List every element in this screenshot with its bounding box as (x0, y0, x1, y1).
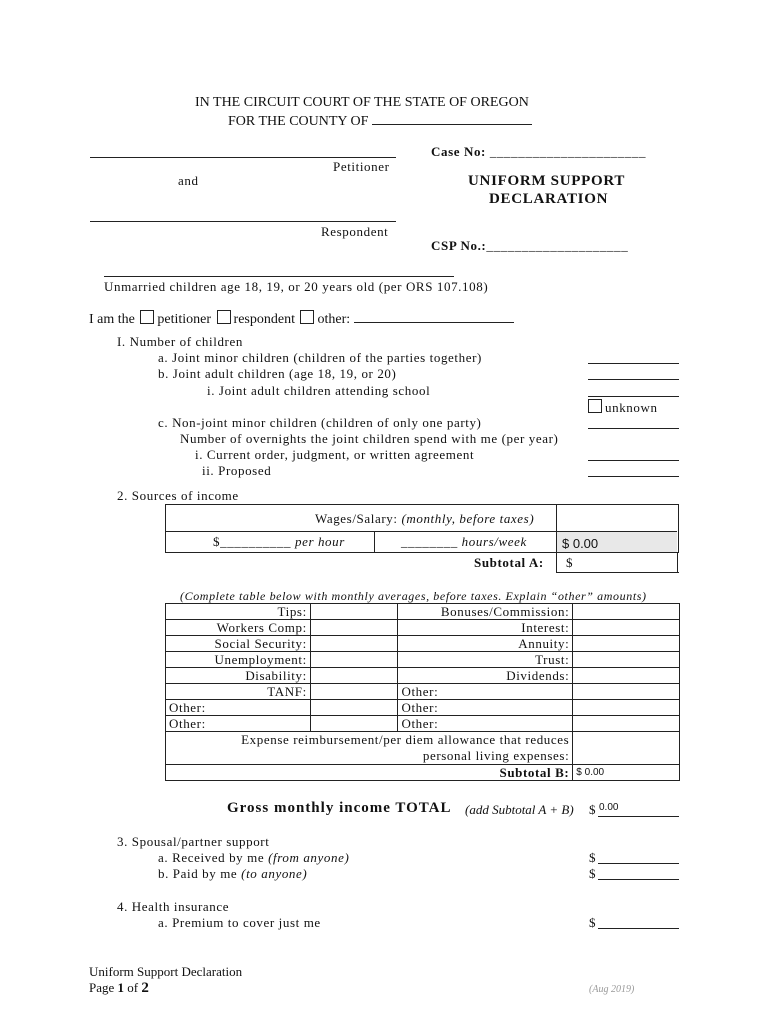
support-received-field[interactable] (598, 863, 679, 864)
other-income-label-4: Other: (166, 716, 311, 732)
footer-page-number (89, 980, 149, 997)
hours-week-field[interactable]: ________ (401, 534, 458, 549)
interest-label: Interest: (398, 620, 573, 636)
wages-label: Wages/Salary: (315, 511, 398, 526)
respondent-checkbox[interactable] (217, 310, 231, 324)
other-income-label-5: Other: (398, 716, 573, 732)
per-hour-field[interactable]: $__________ (213, 534, 292, 549)
table-row (166, 732, 680, 765)
table-row (166, 684, 680, 700)
hours-week-row (401, 534, 527, 550)
gross-total-label: Gross monthly income TOTAL (227, 800, 452, 816)
respondent-option-label: respondent (233, 312, 295, 327)
iam-label: I am the (89, 312, 135, 327)
page-num: 1 (117, 980, 125, 995)
table-row (166, 652, 680, 668)
court-title-line1: IN THE CIRCUIT COURT OF THE STATE OF OREGON (195, 95, 529, 110)
trust-label: Trust: (398, 652, 573, 668)
bonuses-label: Bonuses/Commission: (398, 604, 573, 620)
annuity-field[interactable] (573, 636, 680, 652)
expense-reimbursement-field[interactable] (573, 732, 680, 765)
social-security-field[interactable] (310, 636, 398, 652)
table-row (166, 716, 680, 732)
section3-title: 3. Spousal/partner support (117, 834, 270, 849)
page-total: 2 (141, 980, 149, 996)
per-hour-row (213, 534, 345, 550)
subtotal-b-label: Subtotal B: (166, 765, 573, 781)
petitioner-label: Petitioner (333, 159, 390, 174)
joint-adult-school-label: i. Joint adult children attending school (207, 383, 431, 398)
dividends-field[interactable] (573, 668, 680, 684)
tanf-label: TANF: (166, 684, 311, 700)
income-table (165, 603, 680, 781)
current-order-field[interactable] (588, 460, 679, 461)
joint-adult-school-field[interactable] (588, 396, 679, 397)
support-received-label: a. Received by me (158, 850, 265, 865)
section1-title: I. Number of children (117, 334, 243, 349)
other-income-label-3: Other: (398, 700, 573, 716)
other-income-field-2[interactable] (310, 700, 398, 716)
respondent-label: Respondent (321, 224, 389, 239)
other-income-label-1: Other: (398, 684, 573, 700)
disability-field[interactable] (310, 668, 398, 684)
county-label: FOR THE COUNTY OF (228, 114, 369, 129)
table-row (166, 668, 680, 684)
unmarried-children-label: Unmarried children age 18, 19, or 20 years old (per ORS 107.108) (104, 279, 489, 294)
joint-minor-field[interactable] (588, 363, 679, 364)
annuity-label: Annuity: (398, 636, 573, 652)
hours-week-label: hours/week (461, 534, 527, 549)
support-paid-label: b. Paid by me (158, 866, 238, 881)
unknown-checkbox[interactable] (588, 399, 602, 413)
expense-reimbursement-label (166, 732, 573, 765)
support-paid-field[interactable] (598, 879, 679, 880)
disability-label: Disability: (166, 668, 311, 684)
tips-label: Tips: (166, 604, 311, 620)
party-role-row (89, 310, 514, 328)
wages-note: (monthly, before taxes) (401, 511, 535, 526)
expense-line1: Expense reimbursement/per diem allowance that reduces (241, 732, 570, 747)
other-role-field[interactable] (354, 310, 514, 323)
gross-total-value[interactable]: 0.00 (599, 802, 619, 813)
workers-comp-label: Workers Comp: (166, 620, 311, 636)
table-row (166, 765, 680, 781)
trust-field[interactable] (573, 652, 680, 668)
petitioner-option-label: petitioner (157, 312, 212, 327)
court-title-line2 (228, 112, 532, 130)
joint-adult-label: b. Joint adult children (age 18, 19, or 20) (158, 366, 397, 381)
table-row (166, 604, 680, 620)
joint-minor-label: a. Joint minor children (children of the parties together) (158, 350, 482, 365)
other-income-label-2: Other: (166, 700, 311, 716)
petitioner-checkbox[interactable] (140, 310, 154, 324)
gross-total-note: (add Subtotal A + B) (465, 802, 574, 817)
other-checkbox[interactable] (300, 310, 314, 324)
section2-title: 2. Sources of income (117, 488, 239, 503)
table-row (166, 636, 680, 652)
tanf-field[interactable] (310, 684, 398, 700)
unemployment-field[interactable] (310, 652, 398, 668)
other-income-field-1[interactable] (573, 684, 680, 700)
bonuses-field[interactable] (573, 604, 680, 620)
page-of: of (127, 980, 139, 995)
unemployment-label: Unemployment: (166, 652, 311, 668)
income-table-note: (Complete table below with monthly averages, before taxes. Explain “other” amounts) (180, 589, 647, 603)
interest-field[interactable] (573, 620, 680, 636)
dividends-label: Dividends: (398, 668, 573, 684)
proposed-label: ii. Proposed (202, 463, 272, 478)
csp-no-label: CSP No.: (431, 238, 487, 253)
footer-form-name: Uniform Support Declaration (89, 964, 243, 979)
premium-dollar: $ (589, 915, 596, 930)
support-received-dollar: $ (589, 850, 596, 865)
per-hour-label: per hour (294, 534, 345, 549)
respondent-name-line[interactable] (90, 221, 396, 222)
other-income-field-3[interactable] (573, 700, 680, 716)
form-title-line2: DECLARATION (489, 191, 609, 207)
footer-revision-date: (Aug 2019) (589, 984, 635, 995)
other-income-field-4[interactable] (310, 716, 398, 732)
support-received-note: (from anyone) (268, 850, 350, 865)
page-prefix: Page (89, 980, 115, 995)
social-security-label: Social Security: (166, 636, 311, 652)
county-field[interactable] (372, 112, 532, 125)
subtotal-a-value[interactable]: $ (566, 555, 573, 570)
tips-field[interactable] (310, 604, 398, 620)
overnights-label: Number of overnights the joint children spend with me (per year) (180, 431, 559, 446)
case-no-row (431, 144, 646, 160)
other-income-field-5[interactable] (573, 716, 680, 732)
unknown-label: unknown (605, 400, 658, 415)
csp-no-field[interactable]: ____________________ (486, 238, 629, 253)
case-no-field[interactable]: ______________________ (489, 144, 647, 159)
csp-no-row (431, 238, 628, 254)
proposed-field[interactable] (588, 476, 679, 477)
unknown-row (588, 399, 658, 416)
gross-total-line (598, 816, 679, 817)
wages-header (315, 511, 534, 527)
table-row (166, 620, 680, 636)
support-paid-row (158, 866, 307, 882)
subtotal-b-value[interactable]: $ 0.00 (573, 765, 680, 781)
unmarried-children-line[interactable] (104, 276, 454, 277)
other-option-label: other: (317, 312, 351, 327)
support-received-row (158, 850, 349, 866)
form-title-line1: UNIFORM SUPPORT (468, 173, 626, 189)
joint-adult-field[interactable] (588, 379, 679, 380)
petitioner-name-line[interactable] (90, 157, 396, 158)
case-no-label: Case No: (431, 144, 486, 159)
support-paid-note: (to anyone) (241, 866, 308, 881)
workers-comp-field[interactable] (310, 620, 398, 636)
wages-monthly-value[interactable]: $ 0.00 (562, 536, 599, 551)
non-joint-minor-field[interactable] (588, 428, 679, 429)
non-joint-minor-label: c. Non-joint minor children (children of only one party) (158, 415, 482, 430)
table-row (166, 700, 680, 716)
subtotal-a-label: Subtotal A: (474, 555, 544, 570)
section4-title: 4. Health insurance (117, 899, 230, 914)
support-paid-dollar: $ (589, 866, 596, 881)
expense-line2: personal living expenses: (422, 748, 570, 763)
gross-total-dollar: $ (589, 802, 596, 817)
and-label: and (178, 173, 199, 188)
premium-label: a. Premium to cover just me (158, 915, 321, 930)
premium-field[interactable] (598, 928, 679, 929)
current-order-label: i. Current order, judgment, or written agreement (195, 447, 475, 462)
